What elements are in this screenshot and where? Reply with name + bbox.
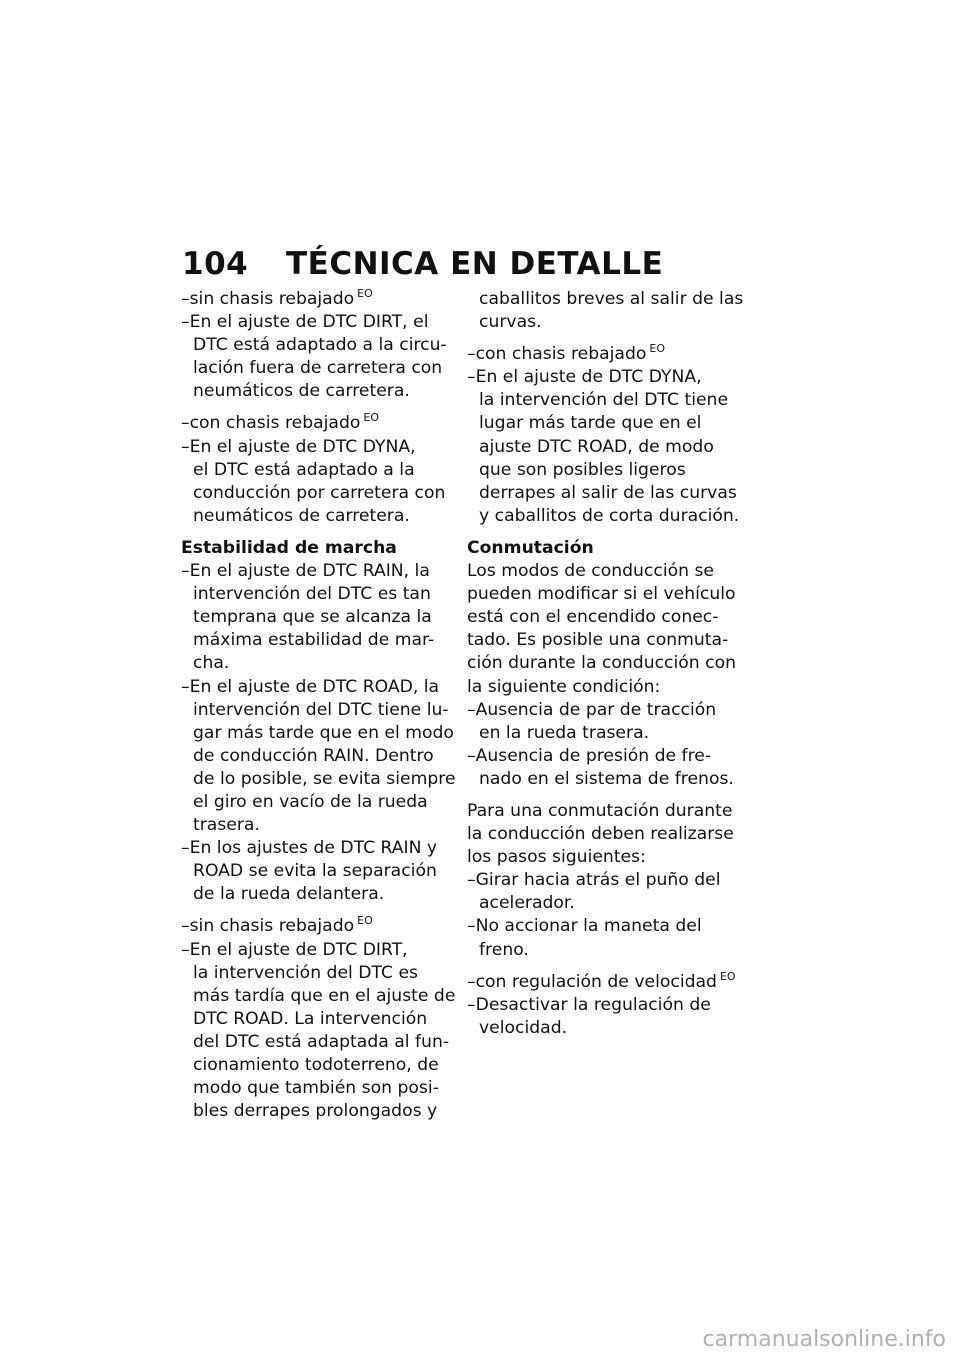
- text-line: [181, 883, 471, 906]
- line-text: Conmutación: [467, 537, 594, 558]
- text-line: [181, 334, 471, 357]
- text-line: [181, 745, 471, 768]
- line-text: lación fuera de carretera con: [193, 358, 443, 379]
- line-text: neumáticos de carretera.: [193, 381, 410, 402]
- line-text: curvas.: [479, 312, 542, 333]
- line-text: intervención del DTC tiene lu-: [193, 699, 449, 720]
- right-column: [467, 288, 757, 1040]
- line-text: está con el encendido conec-: [467, 607, 719, 628]
- text-line: [181, 482, 471, 505]
- line-text: tado. Es posible una conmuta-: [467, 630, 729, 651]
- line-text: el DTC está adaptado a la: [193, 459, 415, 480]
- line-text: –Desactivar la regulación de: [467, 994, 711, 1015]
- text-line: [181, 837, 471, 860]
- text-line: [467, 288, 757, 311]
- text-line: [467, 505, 757, 528]
- text-line: [181, 962, 471, 985]
- text-line: [181, 412, 471, 435]
- text-line: [467, 800, 757, 823]
- text-line: [181, 814, 471, 837]
- line-text: DTC ROAD. La intervención: [193, 1008, 428, 1029]
- eo-superscript: EO: [363, 411, 379, 425]
- eo-superscript: EO: [357, 287, 373, 300]
- line-text: freno.: [479, 939, 529, 960]
- line-text: –Ausencia de par de tracción: [467, 699, 717, 720]
- line-text: –No accionar la maneta del: [467, 916, 702, 937]
- eo-superscript: EO: [719, 969, 736, 983]
- line-text: cionamiento todoterreno, de: [193, 1055, 439, 1075]
- paragraph-gap: [467, 528, 757, 537]
- text-line: [181, 791, 471, 814]
- line-text: –En los ajustes de DTC RAIN y: [181, 838, 438, 859]
- line-text: gar más tarde que en el modo: [193, 722, 454, 743]
- paragraph-gap: [181, 528, 471, 537]
- eo-superscript: EO: [649, 342, 665, 356]
- line-text: –sin chasis rebajado: [181, 289, 355, 309]
- text-line: [181, 1008, 471, 1031]
- line-text: intervención del DTC es tan: [193, 584, 431, 605]
- line-text: de lo posible, se evita siempre: [193, 768, 456, 789]
- paragraph-gap: [467, 791, 757, 800]
- text-line: [181, 722, 471, 745]
- left-column: [181, 288, 471, 1123]
- text-line: [467, 606, 757, 629]
- line-text: conducción por carretera con: [193, 482, 446, 503]
- line-text: caballitos breves al salir de las: [479, 289, 744, 309]
- line-text: pueden modificar si el vehículo: [467, 584, 736, 605]
- line-text: Estabilidad de marcha: [181, 537, 397, 558]
- text-line: [467, 482, 757, 505]
- text-line: [467, 366, 757, 389]
- text-line: [181, 311, 471, 334]
- text-line: [467, 722, 757, 745]
- line-text: neumáticos de carretera.: [193, 505, 410, 526]
- line-text: DTC está adaptado a la circu-: [193, 335, 447, 356]
- text-line: [181, 629, 471, 652]
- text-line: [467, 994, 757, 1017]
- line-text: modo que también son posi-: [193, 1078, 439, 1099]
- line-text: ajuste DTC ROAD, de modo: [479, 436, 714, 457]
- line-text: –con regulación de velocidad: [467, 971, 717, 992]
- line-text: temprana que se alcanza la: [193, 607, 432, 628]
- text-line: [467, 823, 757, 846]
- text-line: [181, 1077, 471, 1100]
- text-line: [467, 768, 757, 791]
- watermark: carmanualsonline.info: [702, 1327, 946, 1352]
- line-text: la siguiente condición:: [467, 676, 661, 697]
- paragraph-gap: [181, 403, 471, 412]
- text-line: [181, 357, 471, 380]
- text-line: [467, 745, 757, 768]
- text-line: [181, 560, 471, 583]
- text-line: [181, 768, 471, 791]
- line-text: nado en el sistema de frenos.: [479, 768, 734, 789]
- line-text: el giro en vacío de la rueda: [193, 791, 428, 812]
- line-text: –Ausencia de presión de fre-: [467, 745, 712, 766]
- section-heading: [467, 537, 757, 560]
- text-line: [181, 985, 471, 1008]
- text-line: [181, 583, 471, 606]
- text-line: [181, 436, 471, 459]
- line-text: –sin chasis rebajado: [181, 916, 355, 937]
- line-text: de conducción RAIN. Dentro: [193, 745, 434, 766]
- text-line: [181, 676, 471, 699]
- text-line: [181, 939, 471, 962]
- line-text: ROAD se evita la separación: [193, 861, 437, 882]
- text-line: [181, 380, 471, 403]
- line-text: –En el ajuste de DTC ROAD, la: [181, 676, 440, 697]
- text-line: [181, 652, 471, 675]
- line-text: los pasos siguientes:: [467, 847, 646, 868]
- text-line: [467, 629, 757, 652]
- line-text: que son posibles ligeros: [479, 459, 686, 480]
- text-line: [467, 699, 757, 722]
- line-text: –En el ajuste de DTC DIRT,: [181, 939, 408, 960]
- paragraph-gap: [181, 906, 471, 915]
- text-line: [467, 869, 757, 892]
- line-text: y caballitos de corta duración.: [479, 505, 740, 526]
- text-line: [467, 459, 757, 482]
- line-text: la intervención del DTC tiene: [479, 390, 729, 411]
- page-title: TÉCNICA EN DETALLE: [286, 246, 664, 282]
- text-line: [181, 1100, 471, 1123]
- text-line: [181, 915, 471, 938]
- text-line: [467, 436, 757, 459]
- line-text: bles derrapes prolongados y: [193, 1101, 438, 1122]
- text-line: [181, 459, 471, 482]
- line-text: –En el ajuste de DTC RAIN, la: [181, 561, 430, 582]
- text-line: [467, 846, 757, 869]
- line-text: velocidad.: [479, 1017, 568, 1038]
- line-text: la conducción deben realizarse: [467, 824, 734, 845]
- text-line: [467, 583, 757, 606]
- line-text: –Girar hacia atrás el puño del: [467, 870, 721, 891]
- text-line: [181, 288, 471, 311]
- text-line: [181, 1031, 471, 1054]
- line-text: Para una conmutación durante: [467, 800, 733, 821]
- text-line: [467, 915, 757, 938]
- text-line: [181, 699, 471, 722]
- section-heading: [181, 537, 471, 560]
- text-line: [467, 311, 757, 334]
- line-text: –En el ajuste de DTC DYNA,: [467, 367, 702, 388]
- text-line: [467, 560, 757, 583]
- text-line: [467, 389, 757, 412]
- line-text: máxima estabilidad de mar-: [193, 630, 435, 651]
- line-text: derrapes al salir de las curvas: [479, 482, 737, 503]
- line-text: más tardía que en el ajuste de: [193, 985, 456, 1006]
- line-text: ción durante la conducción con: [467, 653, 737, 674]
- text-line: [467, 412, 757, 435]
- text-line: [467, 1017, 757, 1040]
- line-text: –En el ajuste de DTC DIRT, el: [181, 312, 429, 333]
- text-line: [467, 343, 757, 366]
- text-line: [181, 860, 471, 883]
- page-number: 104: [182, 246, 249, 282]
- text-line: [467, 939, 757, 962]
- text-line: [467, 892, 757, 915]
- line-text: Los modos de conducción se: [467, 561, 714, 582]
- text-line: [467, 971, 757, 994]
- text-line: [467, 676, 757, 699]
- text-line: [181, 1054, 471, 1077]
- paragraph-gap: [467, 962, 757, 971]
- line-text: –con chasis rebajado: [467, 344, 647, 365]
- line-text: lugar más tarde que en el: [479, 413, 702, 434]
- line-text: –con chasis rebajado: [181, 413, 361, 434]
- line-text: cha.: [193, 653, 230, 674]
- line-text: del DTC está adaptada al fun-: [193, 1031, 450, 1052]
- paragraph-gap: [467, 334, 757, 343]
- line-text: acelerador.: [479, 893, 575, 914]
- text-line: [181, 606, 471, 629]
- text-line: [467, 652, 757, 675]
- text-line: [181, 505, 471, 528]
- page-header: [182, 246, 663, 282]
- line-text: en la rueda trasera.: [479, 722, 650, 743]
- line-text: la intervención del DTC es: [193, 962, 418, 983]
- line-text: –En el ajuste de DTC DYNA,: [181, 436, 416, 457]
- line-text: trasera.: [193, 815, 260, 836]
- line-text: de la rueda delantera.: [193, 884, 385, 905]
- eo-superscript: EO: [357, 914, 373, 928]
